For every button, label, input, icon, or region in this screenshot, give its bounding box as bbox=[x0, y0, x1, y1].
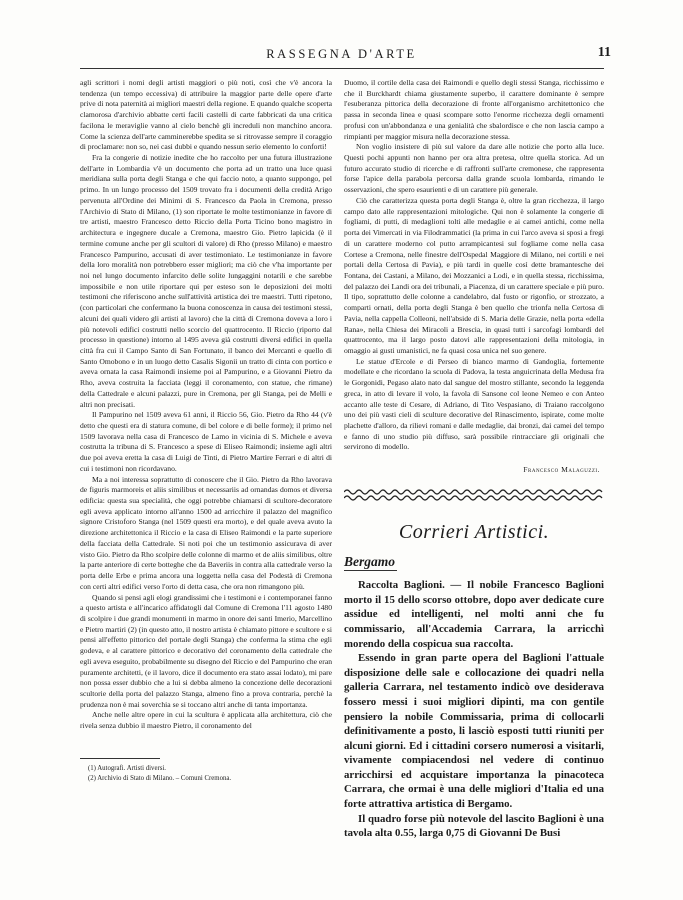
page-number: 11 bbox=[597, 45, 611, 60]
journal-title: RASSEGNA D'ARTE bbox=[266, 47, 417, 61]
paragraph: Ma a noi interessa soprattutto di conoscere che il Gio. Pietro da Rho lavorava de figuris marmoreis et aliis similibus et necessariis ad ornandas domos et diversa edificia: questa sua specialità, che oggi potrebbe chiamarsi di scultore-decoratore egli aveva applicato intorno all'anno 1500 ad arricchire il palazzo del magnifico signore Cristoforo Stanga (nel 1509 questi era morto), e del quale aveva avuto la direzione architettonica il Riccio e la casa di Eliseo Raimondi e la parte superiore della facciata della Cattedrale. Si noti poi che un testimonio assicurava di aver visto Gio. Pietro da Rho scolpire delle colonne di marmo et de aliis similibus, oltre la parte anteriore di certe botteghe che da Baveriis in contra alla cattedrale verso la porta delle Erbe e prima ancora una loggetta nella casa del Podestà di Cremona con certi altri edifici verso l'orto di detta casa, che ora non rimangono più. bbox=[80, 474, 332, 591]
city-heading: Bergamo bbox=[344, 554, 396, 570]
paragraph: Il quadro forse più notevole del lascito Baglioni è una tavola alta 0.55, larga 0,75 di Giovanni De Busi bbox=[344, 812, 604, 840]
right-column bbox=[344, 78, 604, 841]
wavy-divider bbox=[344, 488, 604, 502]
article-text-left bbox=[80, 78, 332, 732]
paragraph: Duomo, il cortile della casa dei Raimondi e quello degli stessi Stanga, ricchissimo e che il Burckhardt chiama giustamente superbo, il carattere dominante è sempre l'esuberanza pittorica della decorazione di fronte all'organismo architettonico che passa in seconda linea e quasi scompare sotto l'enorme ricchezza degli ornamenti profusi con un'abbondanza e una genialità che sbalordisce e che non lascia campo a rimpianti per maggior misura nella decorazione stessa. bbox=[344, 78, 604, 141]
footnote: (1) Autografi. Artisti diversi. bbox=[88, 764, 166, 772]
section-title: Corrieri Artistici. bbox=[398, 521, 550, 544]
paragraph: agli scrittori i nomi degli artisti maggiori o più noti, così che v'è ancora la tendenza (un tempo eccessiva) di attribuire la maggior parte delle opere d'arte prive di nota paternità ai migliori maestri della regione. E quando qualche scoperta clamorosa d'archivio abbatte certi facili castelli di carte fabbricati da una critica facilona le meraviglie vanno al cielo benchè gli increduli non manchino ancora. Come la scienza dell'arte camminerebbe spedita se si ritrovasse sempre il coraggio di proclamare: non so, nei casi dubbi e quando nessun serio elemento lo conforti! bbox=[80, 78, 332, 152]
lead-text: — Il nobile Francesco Baglioni morto il 15 dello scorso ottobre, dopo aver dedicate cure assidue ed intelligenti, nel molti anni che fu commissario, all'Accademia Carrara, la arricchì morendo della cospicua sua raccolta. bbox=[344, 579, 604, 650]
article-text-right bbox=[344, 78, 604, 453]
header-rule bbox=[80, 68, 604, 69]
paragraph: Non voglio insistere di più sul valore da dare alle notizie che porto alla luce. Questi pochi appunti non hanno per ora altra pretesa, oltre quella storica. Ad un futuro accurato studio di ricerche e di raffronti sull'arte cremonese, che rappresenta forse l'apice della parabola percorsa dalla grande scuola lombarda, rimando le osservazioni, che spero esaurienti e di un carattere più generale. bbox=[344, 142, 604, 195]
running-header bbox=[0, 44, 683, 66]
corrieri-text bbox=[344, 578, 604, 841]
left-column bbox=[80, 78, 332, 784]
paragraph: Ciò che caratterizza questa porta degli Stanga è, oltre la gran ricchezza, il largo campo dato alle rappresentazioni mitologiche. Qui non è solamente la congerie di fogliami, di putti, di medaglioni tolti alle medaglie e ai camei antichi, come nella porta dei Vimercati in via Filodrammatici (la prima in cui l'arco aveva si sposi a fregi di un carattere moderno col putto arrampicantesi sul fogliame come nella casa Cortese a Cremona, nelle finestre dell'Ospedal Maggiore di Milano, nei cortili e nei portali della Certosa di Pavia), e più tardi in quelle così dette bramantesche dei Fontana, dei Castani, a Milano, dei Mozzanici a Lodi, e in quella stessa, ricchissima, del palazzo dei Landi ora dei tribunali, a Piacenza, di un carattere speciale e più puro. Il tipo, soprattutto delle colonne a candelabro, dal fusto or rigonfio, or strozzato, a comparti ornati, della porta degli Stanga è ben quello che trionfa nella Certosa di Pavia, nella cappella Colleoni, nell'abside di S. Maria delle Grazie, nella porta «della Rana», nella Chiesa dei Miracoli a Brescia, in quasi tutti i sarcofagi lombardi del quattrocento, ma il largo posto datovi alle rappresentazioni della mitologia, in omaggio ai gusti umanistici, ne fa quasi cosa unica nel suo genere. bbox=[344, 195, 604, 355]
paragraph bbox=[344, 578, 604, 651]
paragraph: Le statue d'Ercole e di Perseo di bianco marmo di Gandoglia, fortemente modellate e che ricordano la scuola di Padova, la testa anguicrinata della Medusa fra le Gorgonidi, Pegaso alato nato dal sangue del mostro stillante, secondo la leggenda greca, in atto di levare il volo, la favola di Sansone col leone Nemeo e con Anteo accanto alle teste di Cesare, di Adriano, di Tito Vespasiano, di Traiano raccolgono uno dei più vasti cieli di sculture decorative del Rinascimento, ispirate, come molte plachette d'alloro, da rilievi romani e dalle medaglie, dai bronzi, dai camei del tempo e fanno di uno studio più diffuso, sarà possibile rintracciare gli originali che servirono di modello. bbox=[344, 356, 604, 452]
paragraph: Il Pampurino nel 1509 aveva 61 anni, il Riccio 56, Gio. Pietro da Rho 44 (v'è detto che questi era di statura comune, di bel colore e di belle forme); il primo nel 1509 lavorava nella casa di Francesco de Lamo in vicinia di S. Michele e aveva costrutta la tribuna di S. Francesco a spese di Eliseo Raimondi; insieme agli altri due poi aveva eretta la casa di Luigi de Tinti, di Pietro Martire Ferrari e di altri di cui i testimoni non ricordavano. bbox=[80, 410, 332, 473]
paragraph: Essendo in gran parte opera del Baglioni l'attuale disposizione delle sale e collocazione dei quadri nella galleria Carrara, nel testamento indicò ove desiderava fossero messi i suoi migliori dipinti, ma con gentile pensiero la nobile Commissaria, prima di collocarli definitivamente a posto, li lasciò esposti tutti riuniti per alcuni giorni. Ed i cittadini corsero numerosi a visitarli, vivamente compiacendosi nel vedere di continuo arricchirsi ed acquistare importanza la pinacoteca Carrara, che ormai è una delle migliori d'Italia ed una forte attrattiva artistica di Bergamo. bbox=[344, 652, 604, 811]
paragraph: Anche nelle altre opere in cui la scultura è applicata alla architettura, ciò che rivela senza dubbio il maestro Pietro, il coronamento del bbox=[80, 710, 332, 731]
lead-title: Raccolta Baglioni. bbox=[358, 579, 445, 592]
footnote: (2) Archivio di Stato di Milano. – Comuni Cremona. bbox=[88, 774, 232, 782]
footnote-rule bbox=[80, 758, 160, 759]
author-signature: Francesco Malaguzzi. bbox=[523, 465, 600, 475]
paragraph: Fra la congerie di notizie inedite che ho raccolto per una futura illustrazione dell'arte in Lombardia v'è un documento che porta ad un tratto una luce quasi meridiana sulla porta degli Stanga e che qui faccio noto, a quanto suppongo, pel primo. In un lungo processo del 1509 trovato fra i documenti della credità Arigo pervenuta all'Ordine dei Minimi di S. Francesco da Paola in Cremona, presso l'Archivio di Stato di Milano, (1) son riportate le molte testimonianze in favore di tre artisti, maestro Francesco detto Riccio della Porta Ticino bono magistro in architectura e ingegnere ducale a Cremona, maestro Gio. Pietro lapicida (è il termine comune anche per gli scultori di valore) di Rho (presso Milano) e maestro Francesco Pampurino, accusati di aver testimoniato. Le testimonianze in favore della loro moralità non potrebbero esser migliori; ma ciò che v'ha importante per noi nel lungo documento infarcito delle solite lungaggini notarili e che sarebbe impossibile e non utile riportare qui per esteso son le deposizioni dei molti testimoni che riferiscono anche sull'attività artistica dei tre maestri. Tutti ripetono, (con particolari che confermano la buona conoscenza in causa dei testimoni stessi, alcuni dei quali videro gli artisti al lavoro) che la città di Cremona doveva a loro i più notevoli edifici costrutti nello scorcio del quattrocento. Il Riccio (riporto dal processo in questione) intorno al 1495 aveva già costrutti diversi edifici in quella città fra cui il Campo Santo di San Fortunato, il banco dei Mercanti e quello di Santo Omobono e in un luogo detto Casalis Sigonii un tratto di cinta con portico e aveva ornata la casa Raimondi insieme poi al Pampurino, e a Giovanni Pietro da Rho, aveva costruita la facciata (leggi il coronamento, con statue, che rimane) della Cattedrale e alcuni palazzi, pure in Cremona, per gli Stanga, pei de Melli e altri non precisati. bbox=[80, 153, 332, 409]
paragraph: Quando si pensi agli elogi grandissimi che i testimoni e i contemporanei fanno a questo artista e all'incarico affidatogli dal Comune di Cremona l'11 agosto 1480 di scolpire i due grandi monumenti in marmo in onore dei santi Imerio, Marcellino e Pietro martiri (2) (in questo atto, il nostro artista è chiamato pittore e scultore e si pensi all'effetto pittorico del portale degli Stanga) che conferma la stima che egli godeva, e al carattere pittorico e decorativo del coronamento della cattedrale che egli aveva eseguito, probabilmente su disegno del Riccio e del Pampurino che eran puramente architetti, (e il lavoro, dice il documento era stato assai lodato), mi pare non possa esser dubbio che a lui si debba almeno la concezione delle decorazioni scultorie della porta del palazzo Stanga, almeno fino a prova contraria, perchè la prudenza non è mai soverchia se si toccano altri anche di tanta importanza. bbox=[80, 592, 332, 709]
